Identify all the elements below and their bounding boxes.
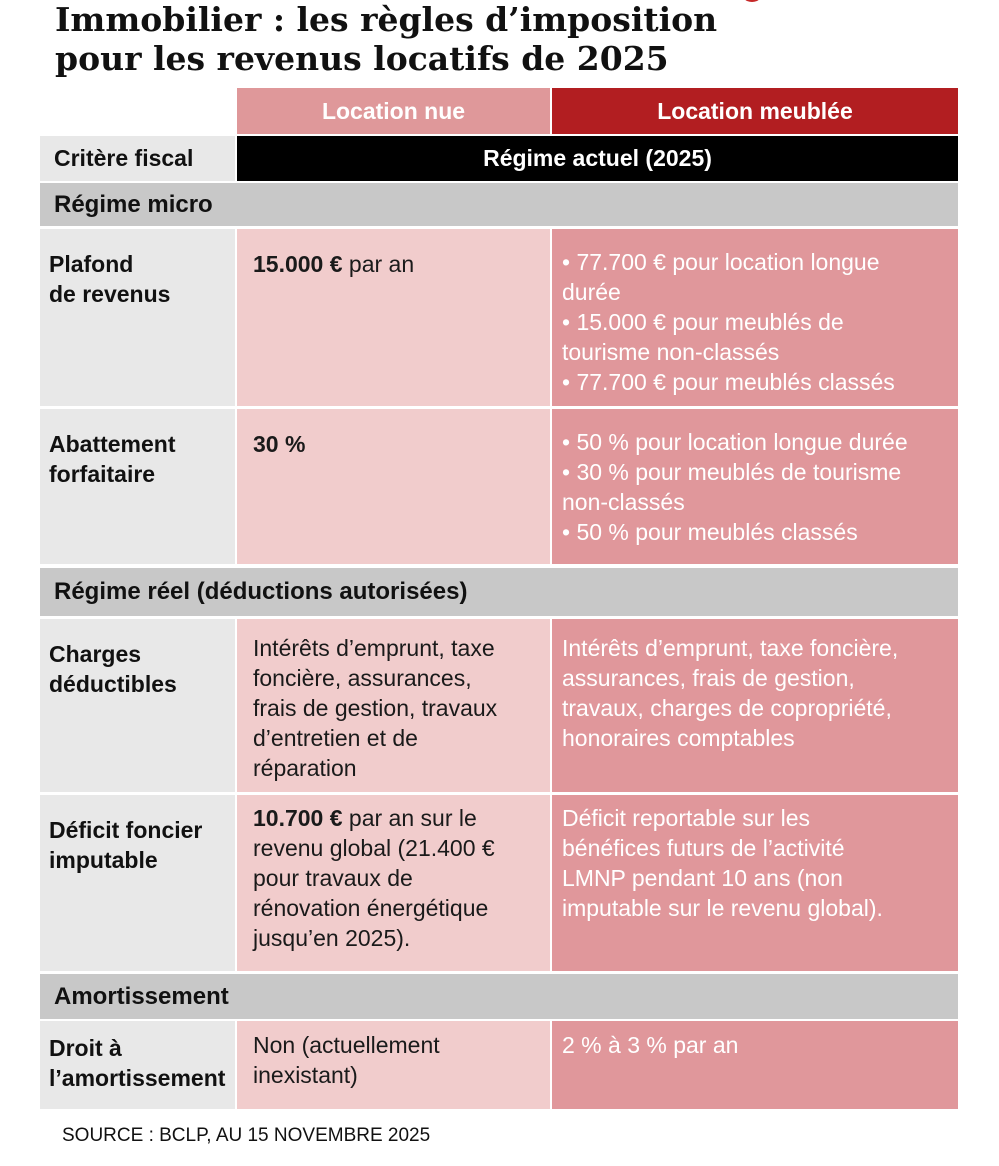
deficit-meublee-line: Déficit reportable sur les xyxy=(562,805,810,831)
deficit-nue-line: rénovation énergétique xyxy=(253,895,489,921)
plafond-meublee-line: • 77.700 € pour meublés classés xyxy=(562,369,895,395)
header-location-nue: Location nue xyxy=(237,88,550,134)
droit-nue-line: inexistant) xyxy=(253,1062,358,1088)
cell-meublee-charges xyxy=(552,619,958,792)
deficit-meublee-line: bénéfices futurs de l’activité xyxy=(562,835,845,861)
regime-bar: Régime actuel (2025) xyxy=(237,136,958,181)
row-label-abattement-line1: Abattement xyxy=(49,431,176,457)
charges-meublee-line: honoraires comptables xyxy=(562,725,795,751)
droit-nue-line: Non (actuellement xyxy=(253,1032,440,1058)
plafond-meublee-line: durée xyxy=(562,279,621,305)
abattement-meublee-line: non-classés xyxy=(562,489,685,515)
deficit-nue-amount: 10.700 € xyxy=(253,805,343,831)
title-line-1: Immobilier : les règles d’imposition xyxy=(55,0,718,39)
row-label-droit-line1: Droit à xyxy=(49,1035,122,1061)
cell-meublee-abattement xyxy=(552,409,958,564)
abattement-meublee-line: • 50 % pour location longue durée xyxy=(562,429,908,455)
plafond-meublee-line: tourisme non-classés xyxy=(562,339,780,365)
deficit-nue-line: pour travaux de xyxy=(253,865,413,891)
header-location-meublee: Location meublée xyxy=(552,88,958,134)
section-regime-micro xyxy=(40,183,958,226)
charges-nue-line: foncière, assurances, xyxy=(253,665,472,691)
charges-nue-line: Intérêts d’emprunt, taxe xyxy=(253,635,495,661)
row-label-deficit-line2: imputable xyxy=(49,847,158,873)
title-line-2: pour les revenus locatifs de 2025 xyxy=(55,39,669,78)
section-amortissement-label: Amortissement xyxy=(54,982,229,1010)
row-label-deficit xyxy=(40,795,235,971)
cell-nue-droit xyxy=(237,1021,550,1109)
cell-meublee-deficit xyxy=(552,795,958,971)
cell-nue-abattement xyxy=(237,409,550,564)
charges-meublee-line: Intérêts d’emprunt, taxe foncière, xyxy=(562,635,899,661)
deficit-meublee-line: LMNP pendant 10 ans (non xyxy=(562,865,843,891)
criteria-label: Critère fiscal xyxy=(54,145,194,171)
charges-nue-line: frais de gestion, travaux xyxy=(253,695,498,721)
section-amortissement xyxy=(40,974,958,1019)
abattement-meublee-line: • 50 % pour meublés classés xyxy=(562,519,858,545)
cell-nue-plafond xyxy=(237,229,550,406)
section-regime-reel-label: Régime réel (déductions autorisées) xyxy=(54,578,468,605)
row-label-plafond-line1: Plafond xyxy=(49,251,134,277)
row-label-charges-line1: Charges xyxy=(49,641,142,667)
row-label-plafond-line2: de revenus xyxy=(49,281,171,307)
section-regime-reel xyxy=(40,568,958,616)
charges-meublee-line: assurances, frais de gestion, xyxy=(562,665,855,691)
plafond-meublee-line: • 15.000 € pour meublés de xyxy=(562,309,844,335)
row-label-plafond xyxy=(40,229,235,406)
charges-nue-line: d’entretien et de xyxy=(253,725,418,751)
abattement-nue-value: 30 % xyxy=(253,431,306,457)
criteria-label-cell xyxy=(40,136,235,181)
cell-meublee-droit xyxy=(552,1021,958,1109)
page-title xyxy=(55,0,955,78)
plafond-meublee-line: • 77.700 € pour location longue xyxy=(562,249,880,275)
abattement-meublee-line: • 30 % pour meublés de tourisme xyxy=(562,459,902,485)
section-regime-micro-label: Régime micro xyxy=(54,190,213,218)
deficit-nue-line: jusqu’en 2025). xyxy=(253,925,411,951)
plafond-nue-amount: 15.000 € xyxy=(253,251,343,277)
source-note: SOURCE : BCLP, AU 15 NOVEMBRE 2025 xyxy=(62,1125,431,1146)
row-label-droit xyxy=(40,1021,235,1109)
droit-meublee-value: 2 % à 3 % par an xyxy=(562,1032,739,1058)
row-label-charges xyxy=(40,619,235,792)
row-label-charges-line2: déductibles xyxy=(49,671,177,697)
cell-meublee-plafond xyxy=(552,229,958,406)
plafond-nue-suffix: par an xyxy=(342,251,415,277)
cell-nue-deficit xyxy=(237,795,550,971)
row-label-droit-line2: l’amortissement xyxy=(49,1065,226,1091)
row-label-abattement xyxy=(40,409,235,564)
row-label-deficit-line1: Déficit foncier xyxy=(49,817,203,843)
deficit-meublee-line: imputable sur le revenu global). xyxy=(562,895,883,921)
deficit-nue-line: revenu global (21.400 € xyxy=(253,835,495,861)
row-label-abattement-line2: forfaitaire xyxy=(49,461,156,487)
charges-meublee-line: travaux, charges de copropriété, xyxy=(562,695,892,721)
charges-nue-line: réparation xyxy=(253,755,357,781)
cell-nue-charges xyxy=(237,619,550,792)
deficit-nue-suffix: par an sur le xyxy=(342,805,477,831)
deficit-nue-first-line xyxy=(253,803,540,833)
